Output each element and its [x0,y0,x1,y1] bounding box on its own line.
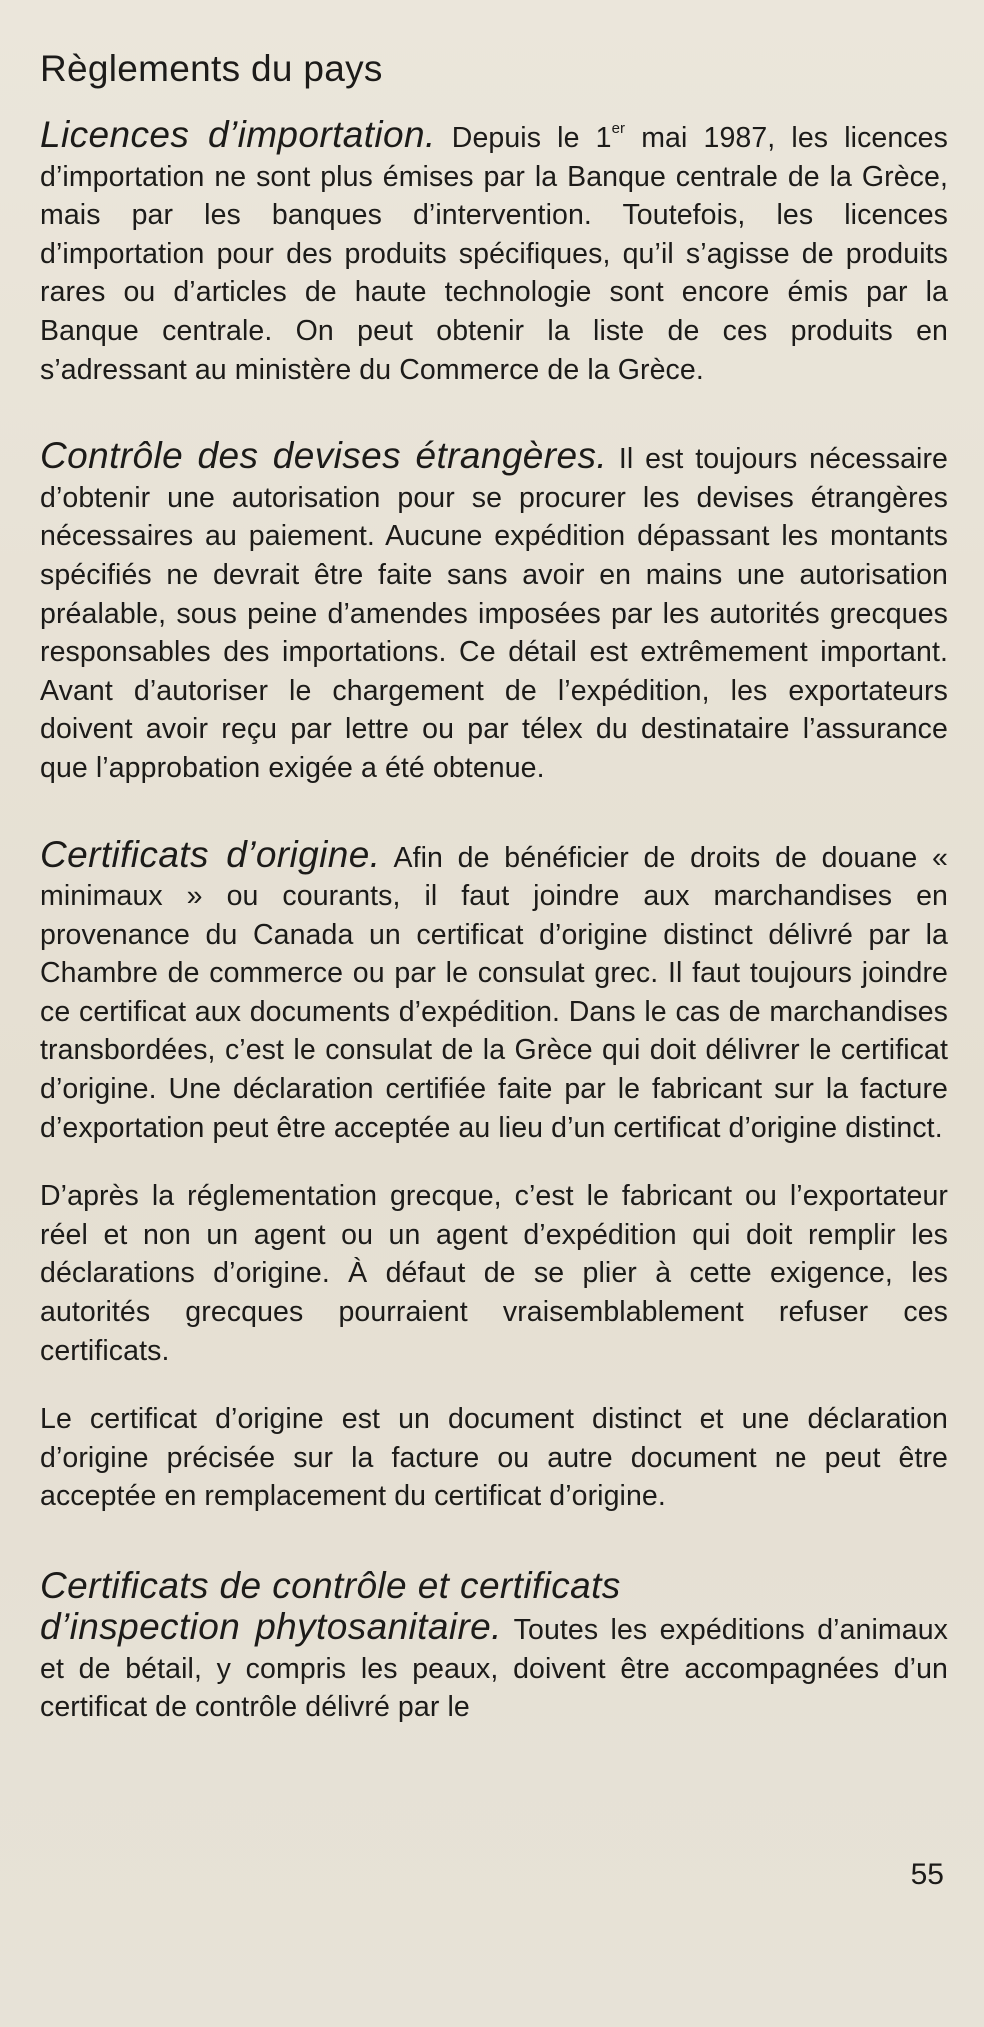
section-heading-exchange: Contrôle des devises étrangères. [40,435,608,477]
section-heading-import: Licences d’importation. [40,114,436,155]
origin-paragraph-2: D’après la réglementation grecque, c’est le fabricant ou l’exportateur réel et non un agent ou un agent d’expédition qui doit remplir les déclarations d’origine. À défaut de se plier à cette exigence, les autorités grecques pourraient vraisemblablement refuser ces certificats. [40,1180,948,1367]
import-text-a: Depuis le 1 [435,122,612,154]
section-heading-origin: Certificats d’origine. [40,833,381,875]
exchange-text: Il est toujours nécessaire d’obtenir une autorisation pour se procurer les devises étrangères nécessaires au paiement. Aucune expédition dépassant les montants spécifiés ne devrait être faite sans avoir en mains une autorisation préalable, sous peine d’amendes imposées par les autorités grecques responsables des importations. Ce détail est extrêmement important. Avant d’autoriser le chargement de l’expédition, les exportateurs doivent avoir reçu par lettre ou par télex du destinataire l’assurance que l’approbation exigée a été obtenue. [40,443,948,784]
origin-text: Afin de bénéficier de droits de douane « minimaux » ou courants, il faut joindre aux marchandises en provenance du Canada un certificat d’origine distinct délivré par la Chambre de commerce ou par le consulat grec. Il faut toujours joindre ce certificat aux documents d’expédition. Dans le cas de marchandises transbordées, c’est le consulat de la Grèce qui doit délivrer le certificat d’origine. Une déclaration certifiée faite par le fabricant sur la facture d’exportation peut être acceptée au lieu d’un certificat d’origine distinct. [40,841,948,1144]
origin-paragraph-3: Le certificat d’origine est un document distinct et une déclaration d’origine précisée sur la facture ou autre document ne peut être acceptée en remplacement du certificat d’origine. [40,1403,948,1513]
section-heading-inspection-line2: d’inspection phytosanitaire. [40,1606,502,1647]
inspection-paragraph [40,1608,948,1727]
inspection-text: Toutes les expéditions d’animaux et de bétail, y compris les peaux, doivent être accompagnées d’un certificat de contrôle délivré par le [40,1614,949,1724]
section-certificates-origin [40,833,948,1148]
page-header: Règlements du pays [40,48,383,89]
section-heading-inspection-line1: Certificats de contrôle et certificats [40,1565,621,1606]
section-inspection-certificates [40,1564,948,1727]
section-exchange-control [40,437,948,787]
section-import-licences [40,116,948,389]
page-number: 55 [910,1858,944,1891]
ordinal-superscript: er [611,120,626,137]
import-text-b: mai 1987, les licences d’importation ne sont plus émises par la Banque centrale de la Grèce, mais par les banques d’intervention. Toutefois, les licences d’importation pour des produits spécifiques, qu’il s’agisse de produits rares ou d’articles de haute technologie sont encore émis par la Banque centrale. On peut obtenir la liste de ces produits en s’adressant au ministère du Commerce de la Grèce. [40,122,948,386]
